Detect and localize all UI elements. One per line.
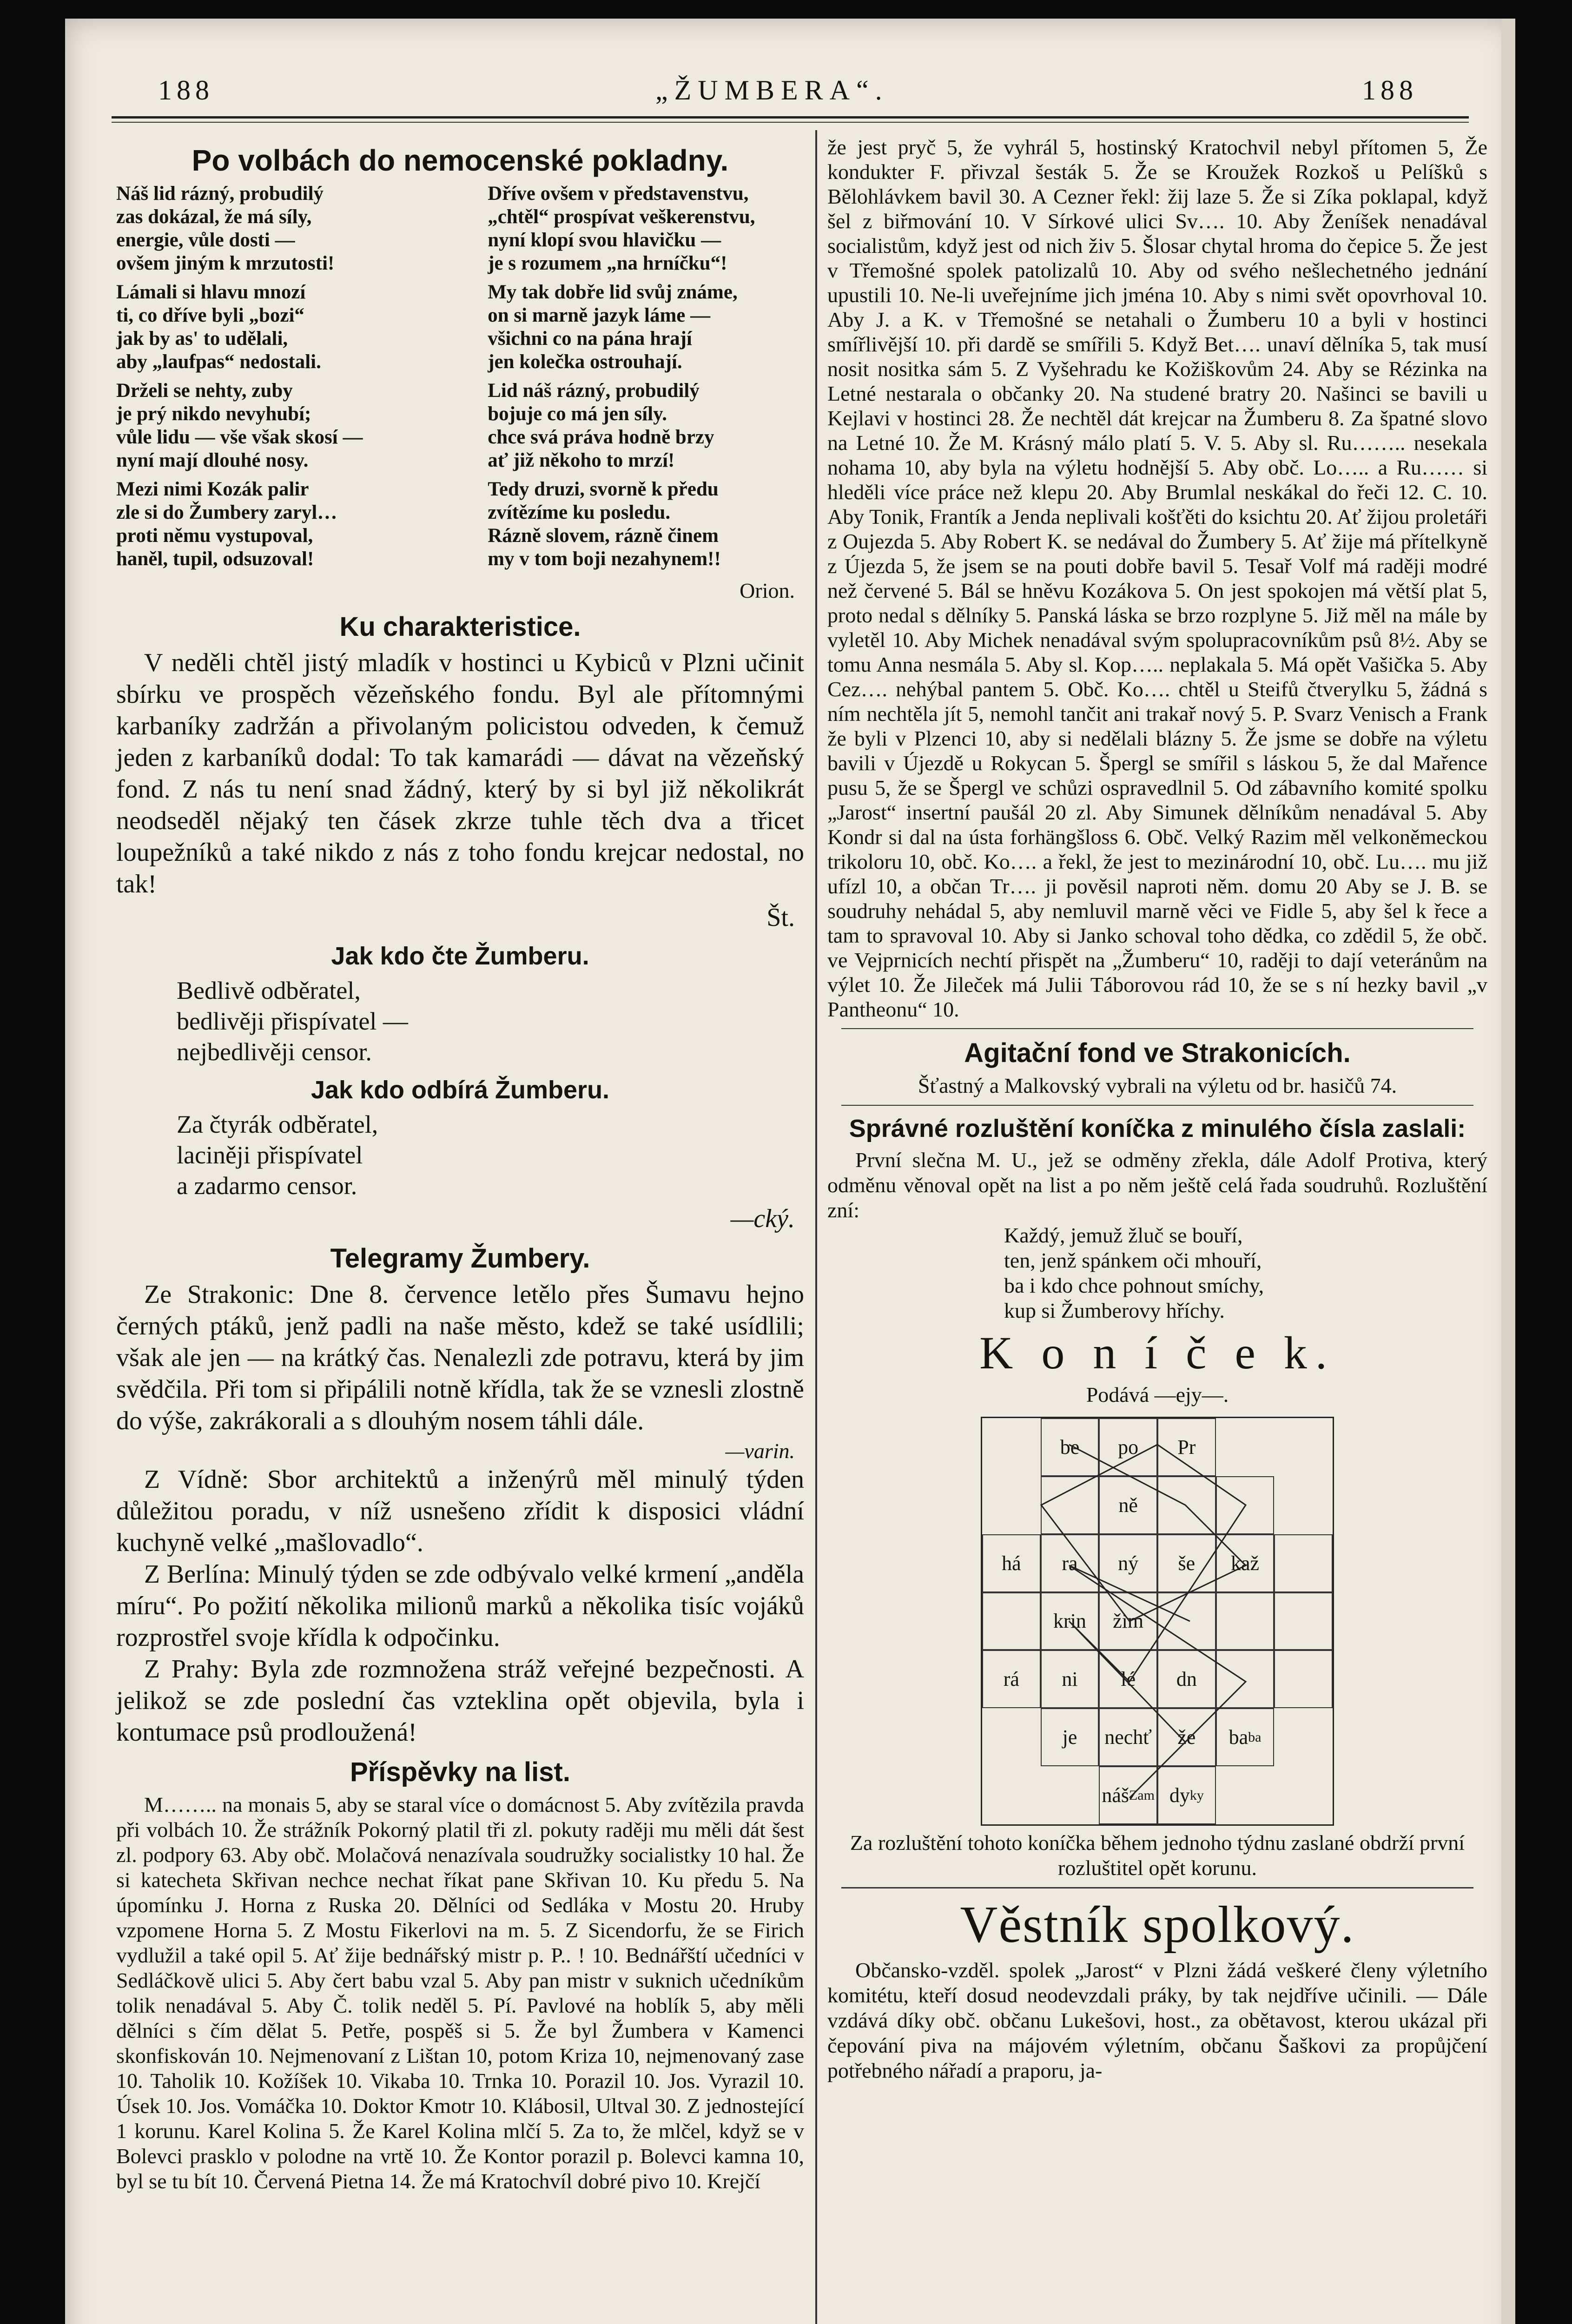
article-title-po-volbach: Po volbách do nemocenské pokladny. bbox=[192, 144, 729, 177]
article-title-agitacni: Agitační fond ve Strakonicích. bbox=[964, 1038, 1351, 1068]
poem-line: aby „laufpas“ nedostali. bbox=[116, 351, 321, 373]
puzzle-cell: ně bbox=[1099, 1476, 1157, 1534]
verse-line: ba i kdo chce pohnout smíchy, bbox=[1004, 1274, 1264, 1297]
article-title-ku-charakteristice: Ku charakteristice. bbox=[339, 612, 581, 642]
poem-line: My tak dobře lid svůj známe, bbox=[488, 281, 738, 303]
poem-line: Dříve ovšem v představenstvu, bbox=[488, 183, 749, 205]
puzzle-cell: po bbox=[1099, 1418, 1157, 1476]
poem-line: ať již někoho to mrzí! bbox=[488, 449, 675, 471]
puzzle-cell: žim bbox=[1099, 1592, 1157, 1651]
puzzle-cell: ra bbox=[1041, 1534, 1099, 1592]
left-column bbox=[116, 135, 804, 2194]
puzzle-cell bbox=[1041, 1476, 1099, 1534]
puzzle-cell bbox=[1274, 1476, 1333, 1534]
puzzle-cell: ba ba bbox=[1216, 1708, 1275, 1766]
poem-stanza bbox=[488, 478, 804, 571]
poem-stanza bbox=[488, 281, 804, 374]
puzzle-extra-syllable: ky bbox=[1189, 1787, 1204, 1803]
signature-orion: Orion. bbox=[740, 579, 795, 602]
puzzle-cell: kaž bbox=[1216, 1534, 1275, 1592]
verse-line: ten, jenž spánkem oči mhouří, bbox=[1004, 1248, 1262, 1272]
article-body-prispevky: M…….. na monais 5, aby se staral více o domácnost 5. Aby zvítězila pravda při volbách 10. Že strážník Pokorný platil tři zl. pokuty raději mu měli dát šest zl. podpory 63. Aby obč. Molačová nenazívala soudružky socialistky 10 hal. Že si katecheta Skřivan nechce nechat říkat pane Skřivan 10. Ku předu 5. Na úpomínku J. Horna z Ruska 20. Dělníci od Sedláka v Mostu 20. Hruby vzpomene Horna 5. Z Mostu Fikerlovi na m. 5. Z Sicendorfu, že se Firich vydlužil a také opil 5. Ať žije bednářský mistr p. P.. ! 10. Bednářští učedníci v Sedláčkově ulici 5. Aby čert babu vzal 5. Aby pan mistr v suknich učedníkům tolik nenadával 5. Aby Č. tolik neděl 5. Pí. Pavlové na hoblík 5, aby měli dělníci s čím dělat 5. Petře, pospěš si 5. Že byl Žumbera v Kamenci skonfiskován 10. Nejmenovaní z Lištan 10, potom Kriza 10, nejmenovaný zase 10. Taholik 10. Kožíšek 10. Vikaba 10. Trnka 10. Porazil 10. Jos. Vyrazil 10. Úsek 10. Jos. Vomáčka 10. Doktor Kmotr 10. Klábosil, Ultval 30. Z jednostející 1 korunu. Karel Kolina 5. Že Karel Kolina mlčí 5. Za to, že mlčel, když se v Bolevci prasklo v polodne na vrtě 10. Že Kontor porazil p. Bolevci kamna 10, byl se tu bít 10. Červená Pietna 14. Že má Kratochvíl dobré pivo 10. Krejčí bbox=[116, 1793, 804, 2193]
poem-stanza bbox=[488, 182, 804, 275]
puzzle-cell: be bbox=[1041, 1418, 1099, 1476]
telegram-viden: Z Vídně: Sbor architektů a inženýrů měl minulý týden důležitou poradu, v níž usnešeno zřídit k disposici vládní kuchyně velké „mašlovadlo“. bbox=[116, 1465, 804, 1557]
poem-line: jak by as' to udělali, bbox=[116, 328, 288, 350]
puzzle-cell bbox=[1274, 1708, 1333, 1766]
puzzle-extra-syllable: ba bbox=[1248, 1729, 1262, 1745]
puzzle-cell bbox=[1041, 1766, 1099, 1824]
article-body-vestnik: Občansko-vzděl. spolek „Jarost“ v Plzni žádá veškeré členy výletního komitétu, kteří dosud neodevzdali práky, by tak nejdříve učinili. — Dále vzdává díky obč. občanu Lukešovi, host., za obětavost, kterou ukázal při čepování piva na májovém výletním, občanu Šaškovi za propůjčení potřebného nářadí a praporu, ja- bbox=[827, 1958, 1487, 2082]
puzzle-extra-syllable: Zam bbox=[1129, 1787, 1155, 1803]
poem-line: proti němu vystupoval, bbox=[116, 525, 313, 547]
article-title-telegramy: Telegramy Žumbery. bbox=[330, 1243, 590, 1274]
poem-line: on si marně jazyk láme — bbox=[488, 304, 711, 326]
poem-po-volbach bbox=[116, 182, 804, 576]
telegram-strakonice: Ze Strakonic: Dne 8. července letělo přes Šumavu hejno černých ptáků, jenž padli na naše město, kdež se také usídlili; však ale jen — na krátký čas. Nenalezli zde potravu, která by jim svědčila. Při tom si připálili notně křídla, tak že se vznesli zlostně do výše, zakrákorali a s dlouhým nosem táhli dále. bbox=[116, 1280, 804, 1435]
puzzle-cell: dy ky bbox=[1157, 1766, 1216, 1824]
section-rule bbox=[841, 1028, 1473, 1029]
poem-line: Lid náš rázný, probudilý bbox=[488, 380, 700, 402]
puzzle-cell bbox=[1216, 1418, 1275, 1476]
puzzle-cell bbox=[1274, 1592, 1333, 1651]
puzzle-cell: ni bbox=[1041, 1650, 1099, 1708]
poem-line: jen kolečka ostrouhají. bbox=[488, 351, 682, 373]
puzzle-cell: še bbox=[1157, 1534, 1216, 1592]
poem-line: nyní mají dlouhé nosy. bbox=[116, 449, 309, 471]
puzzle-cell bbox=[982, 1418, 1041, 1476]
poem-column-a bbox=[116, 182, 433, 576]
poem-line: my v tom boji nezahynem!! bbox=[488, 548, 721, 570]
puzzle-cell bbox=[982, 1766, 1041, 1824]
puzzle-cell bbox=[1216, 1650, 1275, 1708]
poem-stanza bbox=[116, 379, 433, 472]
verse-rozlusteni bbox=[1004, 1223, 1487, 1323]
telegram-praha: Z Prahy: Byla zde rozmnožena stráž veřejné bezpečnosti. A jelikož se zde poslední čas vzteklina opět objevila, byla i kontumace psů prodloužená! bbox=[116, 1655, 804, 1747]
poem-line: Rázně slovem, rázně činem bbox=[488, 525, 719, 547]
verse-line: bedlivěji přispívatel — bbox=[177, 1007, 408, 1035]
verse-line: Každý, jemuž žluč se bouří, bbox=[1004, 1223, 1243, 1247]
poem-stanza bbox=[116, 182, 433, 275]
poem-line: energie, vůle dosti — bbox=[116, 229, 295, 251]
puzzle-cell: há bbox=[982, 1534, 1041, 1592]
header-rule bbox=[112, 116, 1469, 119]
page-number-right: 188 bbox=[1362, 75, 1418, 106]
verse-line: Bedlivě odběratel, bbox=[177, 977, 361, 1004]
verse-jak-cte bbox=[177, 975, 804, 1067]
poem-stanza bbox=[116, 281, 433, 374]
puzzle-cell: rá bbox=[982, 1650, 1041, 1708]
poem-line: zvítězíme ku posledu. bbox=[488, 502, 671, 523]
puzzle-cell: náš Zam bbox=[1099, 1766, 1157, 1824]
puzzle-cell: dn bbox=[1157, 1650, 1216, 1708]
poem-stanza bbox=[488, 379, 804, 472]
puzzle-cell bbox=[1274, 1766, 1333, 1824]
page-edge bbox=[1501, 19, 1515, 2324]
puzzle-cell bbox=[1157, 1592, 1216, 1651]
masthead-title: „ŽUMBERA“. bbox=[655, 75, 889, 106]
puzzle-cell: že bbox=[1157, 1708, 1216, 1766]
puzzle-cell bbox=[1216, 1476, 1275, 1534]
article-body-ku-charakteristice: V neděli chtěl jistý mladík v hostinci u Kybiců v Plzni učinit sbírku ve prospěch vězeňského fondu. Byl ale přítomnými karbaníky zadržán a přivolaným policistou odveden, k čemuž jeden z karbaníků dodal: To tak kamarádi — dávat na vězeňský fond. Z nás tu není snad žádný, který by si byl již několikrát neodseděl nějaký ten čásek zkrze tuhle těch dva a třicet loupežníků a také nikdo z nás z toho fondu krejcar nedostal, no tak! bbox=[116, 648, 804, 898]
poem-line: Náš lid rázný, probudilý bbox=[116, 183, 324, 205]
header-rule-thin bbox=[112, 122, 1469, 123]
right-column bbox=[827, 135, 1487, 2083]
puzzle-cell: Pr bbox=[1157, 1418, 1216, 1476]
puzzle-cell bbox=[1274, 1650, 1333, 1708]
poem-line: Tedy druzi, svorně k předu bbox=[488, 478, 719, 500]
poem-line: ovšem jiným k mrzutosti! bbox=[116, 252, 335, 274]
poem-line: bojuje co má jen síly. bbox=[488, 403, 667, 425]
puzzle-cell bbox=[1216, 1766, 1275, 1824]
verse-line: nejbedlivěji censor. bbox=[177, 1038, 372, 1066]
poem-line: vůle lidu — vše však skosí — bbox=[116, 426, 363, 448]
poem-line: Mezi nimi Kozák palir bbox=[116, 478, 309, 500]
article-title-spravne: Správné rozluštění koníčka z minulého čísla zaslali: bbox=[849, 1115, 1466, 1142]
page-number-left: 188 bbox=[158, 75, 214, 106]
article-body-spravne: První slečna M. U., jež se odměny zřekla, dále Adolf Protiva, který odměnu věnoval opět na list a po něm ještě celá řada soudruhů. Rozluštění zní: bbox=[827, 1148, 1487, 1222]
telegram-berlin: Z Berlína: Minulý týden se zde odbývalo velké krmení „anděla míru“. Po požití několika milionů marků a několika tisíc vojáků rozprostřel svoje křídla k odpočinku. bbox=[116, 1560, 804, 1652]
poem-line: je s rozumem „na hrníčku“! bbox=[488, 252, 727, 274]
poem-line: Lámali si hlavu mnozí bbox=[116, 281, 306, 303]
verse-jak-odbira bbox=[177, 1109, 804, 1201]
poem-line: zas dokázal, že má síly, bbox=[116, 206, 312, 228]
poem-stanza bbox=[116, 478, 433, 571]
puzzle-cell bbox=[1274, 1418, 1333, 1476]
puzzle-title-konicek: K o n í č e k. bbox=[979, 1327, 1335, 1379]
poem-line: nyní klopí svou hlavičku — bbox=[488, 229, 721, 251]
newspaper-page bbox=[65, 19, 1515, 2324]
article-body-agitacni: Šťastný a Malkovský vybrali na výletu od br. hasičů 74. bbox=[918, 1074, 1397, 1097]
signature-st: Št. bbox=[766, 903, 795, 932]
verse-line: laciněji přispívatel bbox=[177, 1141, 363, 1169]
puzzle-grid bbox=[981, 1417, 1334, 1826]
puzzle-cell: lé bbox=[1099, 1650, 1157, 1708]
section-rule bbox=[841, 1105, 1473, 1106]
poem-line: „chtěl“ prospívat veškerenstvu, bbox=[488, 206, 755, 228]
poem-line: haněl, tupil, odsuzoval! bbox=[116, 548, 314, 570]
verse-line: a zadarmo censor. bbox=[177, 1172, 357, 1200]
poem-line: chce svá práva hodně brzy bbox=[488, 426, 714, 448]
puzzle-cell: nechť bbox=[1099, 1708, 1157, 1766]
puzzle-cell: ný bbox=[1099, 1534, 1157, 1592]
poem-line: všichni co na pána hrají bbox=[488, 328, 692, 350]
signature-varin: —varin. bbox=[725, 1439, 795, 1463]
article-title-jak-cte: Jak kdo čte Žumberu. bbox=[331, 942, 589, 970]
page-header bbox=[107, 60, 1469, 116]
puzzle-cell: krin bbox=[1041, 1592, 1099, 1651]
puzzle-byline: Podává —ejy—. bbox=[1086, 1383, 1229, 1406]
poem-line: ti, co dříve byli „bozi“ bbox=[116, 304, 304, 326]
article-title-jak-odbira: Jak kdo odbírá Žumberu. bbox=[310, 1076, 610, 1104]
article-title-prispevky: Příspěvky na list. bbox=[350, 1757, 570, 1787]
puzzle-cell bbox=[982, 1592, 1041, 1651]
section-rule bbox=[841, 1887, 1473, 1888]
column-divider bbox=[815, 130, 817, 2324]
article-title-vestnik: Věstník spolkový. bbox=[960, 1896, 1355, 1954]
signature-cky: —cký. bbox=[730, 1204, 795, 1233]
puzzle-cell bbox=[982, 1476, 1041, 1534]
poem-line: je prý nikdo nevyhubí; bbox=[116, 403, 311, 425]
puzzle-cell bbox=[1157, 1476, 1216, 1534]
poem-line: zle si do Žumbery zaryl… bbox=[116, 502, 337, 523]
puzzle-cell bbox=[982, 1708, 1041, 1766]
verse-line: Za čtyrák odběratel, bbox=[177, 1110, 378, 1138]
poem-column-b bbox=[488, 182, 804, 576]
puzzle-cell: je bbox=[1041, 1708, 1099, 1766]
puzzle-cell bbox=[1274, 1534, 1333, 1592]
knight-tour-puzzle bbox=[981, 1417, 1334, 1826]
verse-line: kup si Žumberovy hříchy. bbox=[1004, 1299, 1225, 1322]
poem-line: Drželi se nehty, zuby bbox=[116, 380, 293, 402]
prispevky-continuation: že jest pryč 5, že vyhrál 5, hostinský Kratochvil nebyl přítomen 5, Že kondukter F. přivzal šesták 5. Že se Kroužek Rozkoš u Pelíšků s Bělohlávkem bavil 30. A Cezner řekl: žij laze 5. Že si Zíka poklapal, když šel z biřmování 10. V Sírkové ulici Sv…. 10. Aby Ženíšek nenadával socialistům, když jest od nich živ 5. Šlosar chytal hroma do čepice 5. Že jest v Třemošné spolek patolizalů 10. Aby od svého nešlechetného jednání upustili 10. Ne-li uveřejníme jich jména 10. Aby s nimi svět opovrhoval 10. Aby J. a K. v Třemošné se netahali o Žumberu 10 a byli v hostinci smířlivější 10. při dardě se smířili 5. Když Bet…. unaví dělníka 5, tak musí nosit nositka sám 5. Z Vyšehradu ke Kožiškovům 24. Aby se Rézinka na Letné nestarala o občanky 20. Na studené bratry 20. Našinci se bavili u Kejlavi v hostinci 28. Že nechtěl dát krejcar na Žumberu 8. Za špatné slovo na Letné 10. Že M. Krásný málo platí 5. V. 5. Aby sl. Ru…….. nesekala nohama 10, aby byla na výletu hodnější 5. Aby obč. Lo….. a Ru…… si hleděli více práce než klepu 20. Aby Brumlal neskákal do řeči 12. C. 10. Aby Tonik, Frantík a Jenda neplivali košťěti do ksichtu 20. Ať žijou proletáři z Oujezda 5. Aby Robert K. se nedával do Žumbery 5. Ať žije má přítelkyně z Újezda 5, že jsem se na pouti dobře bavil 5. Tesař Volf má raději modré než červené 5. Bál se hněvu Kozákova 5. On jest spokojen má větší plat 5, proto nedal s dělníky 5. Panská láska se brzo rozplyne 5. Již měl na mále by vyletěl 10. Aby Michek nenadával svým spolupracovníkům psů 8½. Aby se tomu Anna nesmála 5. Aby sl. Kop….. neplakala 5. Má opět Vašička 5. Aby Cez…. nehýbal pantem 5. Obč. Ko…. chtěl u Steifů čtverylku 5, žádná s ním nechtěla jít 5, nemohl tančit ani trakař nový 5. P. Svarz Venisch a Frank že byli v Plzenci 10, aby si nedělali blázny 5. Že jsme se dobře na výletu bavili v Újezdě u Rokycan 5. Špergl se smířil s láskou 5, že dal Mařence pusu 5, že se Špergl ve schůzi ospravedlnil 5. Od zábavního komité spolku „Jarost“ insertní paušál 20 zl. Aby Simunek dělníkům nenadával 5. Aby Kondr si dal na ústa forhängšloss 6. Obč. Velký Razim měl velkoněmeckou trikoloru 10, obč. Ko…. a řekl, že jest to mezinárodní 10, obč. Lu…. mu již ufízl 10, a občan Tr…. ji pověsil naproti něm. domu 20 Aby se J. B. se soudruhy nehádal 5, aby nemluvil marně věci ve Fidle 5, aby šel k řece a tam to spravoval 10. Aby si Janko schoval toho dědka, co zdědil 5, že obč. ve Vejprnicích nechtí přispět na „Žumberu“ 10, raději to dají veteránům na výlet 10. Že Jileček má Julii Táborovou rád 10, že se s ní hezky bavil „v Pantheonu“ 10. bbox=[827, 135, 1487, 1021]
puzzle-cell bbox=[1216, 1592, 1275, 1651]
puzzle-footer: Za rozluštění tohoto koníčka během jednoho týdnu zaslané obdrží první rozluštitel opět korunu. bbox=[850, 1831, 1465, 1880]
